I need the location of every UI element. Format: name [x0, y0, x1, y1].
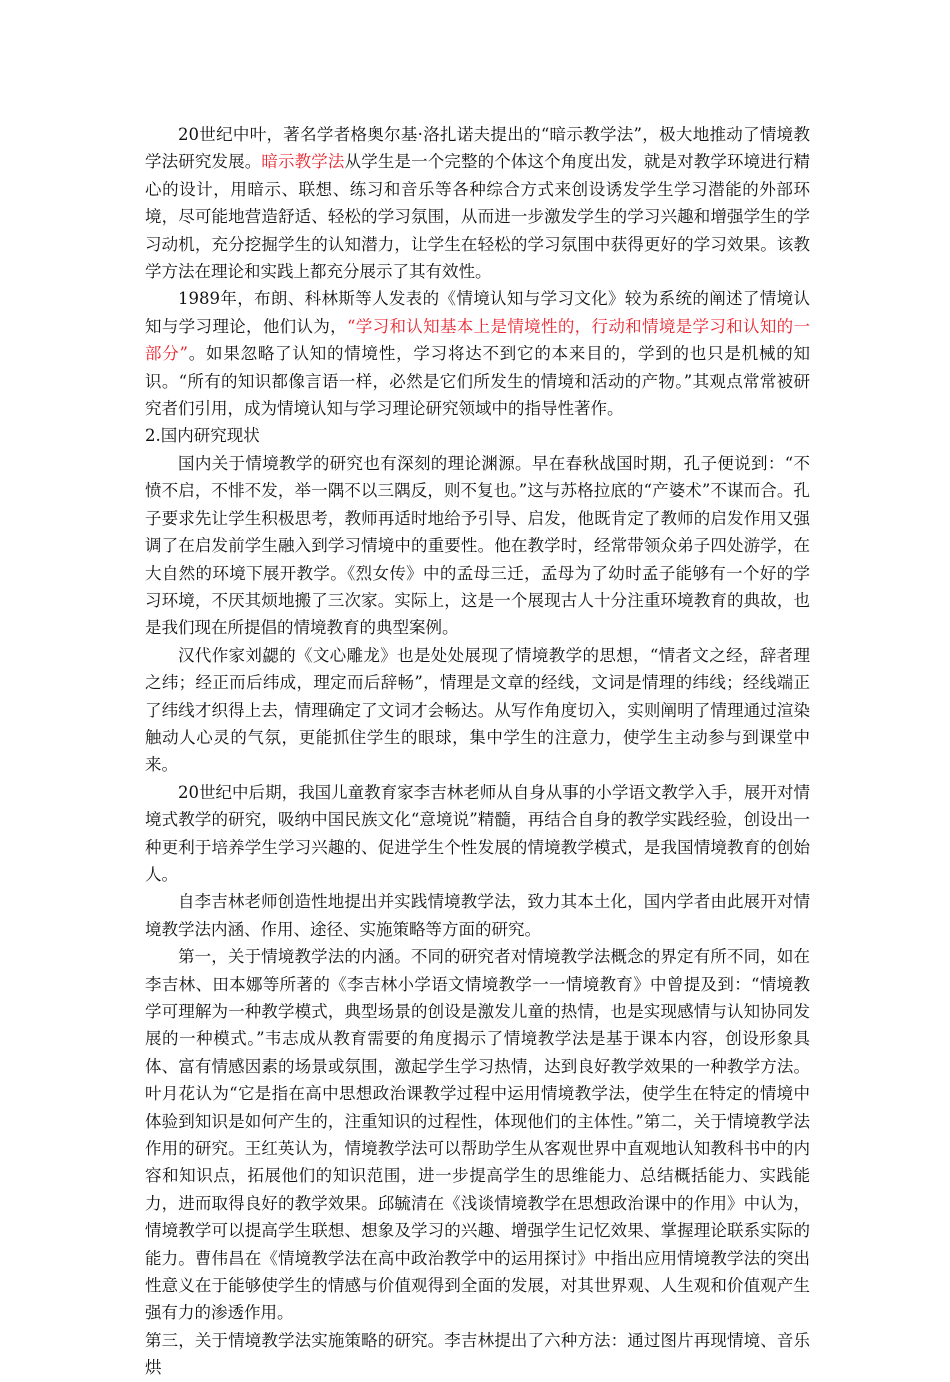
paragraph-suggestopedia: [145, 121, 810, 285]
section-heading: 2.国内研究现状: [145, 426, 260, 446]
paragraph-situated-cognition: [145, 285, 810, 422]
paragraph-text: 从学生是一个完整的个体这个角度出发，就是对教学环境进行精心的设计，用暗示、联想、练习和音乐等各种综合方式来创设诱发学生学习潜能的外部环境，尽可能地营造舒适、轻松的学习氛围，从而进一步激发学生的学习兴趣和增强学生的学习动机，充分挖掘学生的认知潜力，让学生在轻松的学习氛围中获得更好的学习效果。该教学方法在理论和实践上都充分展示了其有效性。: [145, 152, 811, 282]
paragraph-text: 20世纪中叶，著名学者格奥尔基·洛扎诺夫提出的“暗示教学法”，极大地推动了情境教学法研究发展。: [145, 125, 810, 172]
highlighted-term: 暗示教学法: [261, 152, 345, 172]
paragraph-text: 1989年，布朗、科林斯等人发表的《情境认知与学习文化》较为系统的阐述了情境认知与学习理论，他们认为，: [145, 289, 810, 336]
paragraph-confucius: 国内关于情境教学的研究也有深刻的理论渊源。早在春秋战国时期，孔子便说到：“不愤不启，不悱不发，举一隅不以三隅反，则不复也。”这与苏格拉底的“产婆术”不谋而合。孔子要求先让学生积极思考，教师再适时地给予引导、启发，他既肯定了教师的启发作用又强调了在启发前学生融入到学习情境中的重要性。他在教学时，经常带领众弟子四处游学，在大自然的环境下展开教学。《烈女传》中的孟母三迁，孟母为了幼时孟子能够有一个好的学习环境，不厌其烦地搬了三次家。实际上，这是一个展现古人十分注重环境教育的典故，也是我们现在所提倡的情境教育的典型案例。: [145, 453, 810, 638]
paragraph-connotation-and-role: 第一，关于情境教学法的内涵。不同的研究者对情境教学法概念的界定有所不同，如在李吉林、田本娜等所著的《李吉林小学语文情境教学一一情境教育》中曾提及到：“情境教学可理解为一种教学模式，典型场景的创设是激发儿童的热情，也是实现感情与认知协同发展的一种模式。”韦志成从教育需要的角度揭示了情境教学法是基于课本内容，创设形象具体、富有情感因素的场景或氛围，激起学生学习热情，达到良好教学效果的一种教学方法。叶月花认为“它是指在高中思想政治课教学过程中运用情境教学法，使学生在特定的情境中体验到知识是如何产生的，注重知识的过程性，体现他们的主体性。”第二，关于情境教学法作用的研究。王红英认为，情境教学法可以帮助学生从客观世界中直观地认知教科书中的内容和知识点，拓展他们的知识范围，进一步提高学生的思维能力、总结概括能力、实践能力，进而取得良好的教学效果。邱毓清在《浅谈情境教学在思想政治课中的作用》中认为，情境教学可以提高学生联想、想象及学习的兴趣、增强学生记忆效果、掌握理论联系实际的能力。曹伟昌在《情境教学法在高中政治教学中的运用探讨》中指出应用情境教学法的突出性意义在于能够使学生的情感与价值观得到全面的发展，对其世界观、人生观和价值观产生强有力的渗透作用。: [145, 947, 810, 1323]
paragraph-text: 。如果忽略了认知的情境性，学习将达不到它的本来目的，学到的也只是机械的知识。“所有的知识都像言语一样，必然是它们所发生的情境和活动的产物。”其观点常常被研究者们引用，成为情境认知与学习理论研究领域中的指导性著作。: [145, 344, 811, 419]
paragraph-strategies: 第三，关于情境教学法实施策略的研究。李吉林提出了六种方法：通过图片再现情境、音乐烘: [145, 1330, 810, 1378]
paragraph-li-jilin: 20世纪中后期，我国儿童教育家李吉林老师从自身从事的小学语文教学入手，展开对情境式教学的研究，吸纳中国民族文化“意境说”精髓，再结合自身的教学实践经验，创设出一种更利于培养学生学习兴趣的、促进学生个性发展的情境教学模式，是我国情境教育的创始人。: [145, 782, 810, 884]
paragraph-research-overview: 自李吉林老师创造性地提出并实践情境教学法，致力其本土化，国内学者由此展开对情境教学法内涵、作用、途径、实施策略等方面的研究。: [145, 892, 810, 939]
paragraph-wenxin-diaolong: 汉代作家刘勰的《文心雕龙》也是处处展现了情境教学的思想，“情者文之经，辞者理之纬；经正而后纬成，理定而后辞畅”，情理是文章的经线，文词是情理的纬线；经线端正了纬线才织得上去，情理确定了文词才会畅达。从写作角度切入，实则阐明了情理通过渲染触动人心灵的气氛，更能抓住学生的眼球，集中学生的注意力，使学生主动参与到课堂中来。: [145, 645, 810, 775]
document-body: [145, 121, 810, 1382]
highlighted-quote: “学习和认知基本上是情境性的，行动和情境是学习和认知的一部分”: [145, 316, 811, 364]
